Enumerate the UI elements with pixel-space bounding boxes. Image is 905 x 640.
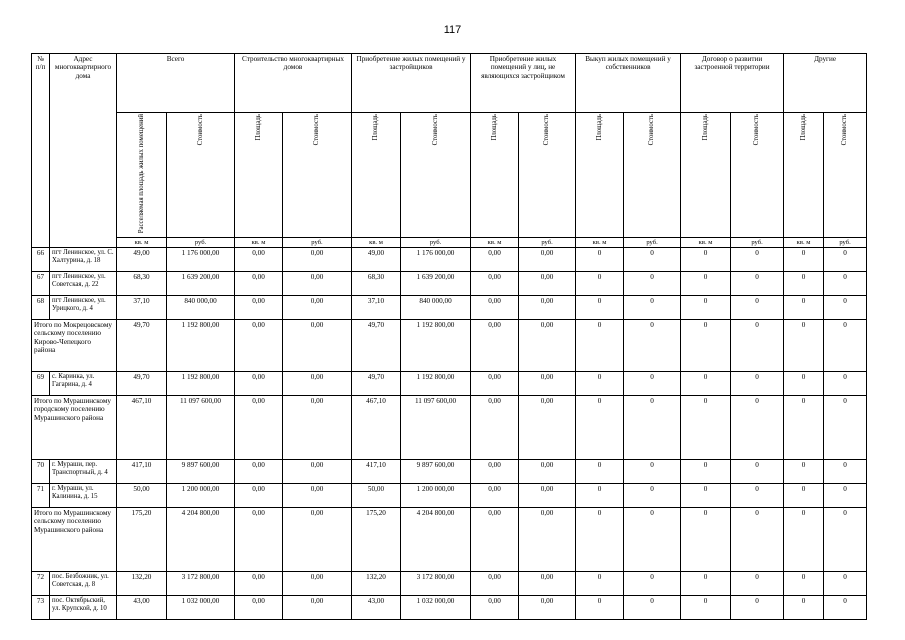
row-number: 73 <box>32 596 50 620</box>
row-number: 67 <box>32 272 50 296</box>
value-cell: 0,00 <box>471 372 519 396</box>
value-cell: 3 172 800,00 <box>167 572 235 596</box>
value-cell: 0 <box>784 320 824 372</box>
value-cell: 0,00 <box>471 460 519 484</box>
value-cell: 0 <box>824 296 867 320</box>
row-number: 72 <box>32 572 50 596</box>
value-cell: 43,00 <box>352 596 401 620</box>
value-cell: 49,00 <box>352 248 401 272</box>
value-cell: 0 <box>576 272 624 296</box>
value-cell: 132,20 <box>352 572 401 596</box>
table-row <box>32 248 867 272</box>
value-cell: 840 000,00 <box>167 296 235 320</box>
subheader-cost: Стоимость <box>543 114 551 146</box>
value-cell: 0 <box>681 396 731 460</box>
value-cell: 4 204 800,00 <box>401 508 471 572</box>
subheader-row <box>32 113 867 238</box>
value-cell: 1 192 800,00 <box>167 372 235 396</box>
value-cell: 0,00 <box>471 272 519 296</box>
subheader-cost: Стоимость <box>431 114 439 146</box>
col-other-header: Другие <box>784 54 867 113</box>
value-cell: 1 200 000,00 <box>167 484 235 508</box>
col-dev-agreement-header: Договор о развитии застроенной территории <box>681 54 784 113</box>
value-cell: 0 <box>681 320 731 372</box>
value-cell: 0 <box>731 572 784 596</box>
value-cell: 0,00 <box>283 460 352 484</box>
unit-cell: кв. м <box>352 237 401 248</box>
value-cell: 0 <box>784 484 824 508</box>
unit-cell: кв. м <box>784 237 824 248</box>
value-cell: 0,00 <box>283 372 352 396</box>
row-number: 66 <box>32 248 50 272</box>
value-cell: 0,00 <box>471 572 519 596</box>
value-cell: 0,00 <box>283 272 352 296</box>
value-cell: 0,00 <box>235 484 283 508</box>
value-cell: 0 <box>784 596 824 620</box>
value-cell: 0 <box>731 372 784 396</box>
unit-cell: руб. <box>401 237 471 248</box>
value-cell: 37,10 <box>117 296 167 320</box>
value-cell: 0 <box>824 572 867 596</box>
value-cell: 37,10 <box>352 296 401 320</box>
value-cell: 132,20 <box>117 572 167 596</box>
value-cell: 0 <box>624 460 681 484</box>
value-cell: 0,00 <box>235 248 283 272</box>
value-cell: 0 <box>576 396 624 460</box>
subtotal-label: Итого по Мурашинскому сельскому поселению Мурашинского района <box>32 508 117 572</box>
subheader-cost: Стоимость <box>648 114 656 146</box>
table-body <box>32 248 867 620</box>
value-cell: 0 <box>576 508 624 572</box>
value-cell: 0 <box>681 572 731 596</box>
value-cell: 417,10 <box>352 460 401 484</box>
value-cell: 0 <box>576 296 624 320</box>
value-cell: 0,00 <box>283 396 352 460</box>
value-cell: 0,00 <box>519 396 576 460</box>
value-cell: 0,00 <box>519 484 576 508</box>
value-cell: 0 <box>784 396 824 460</box>
row-address: пгт Ленинское, ул. С. Халтурина, д. 18 <box>50 248 117 272</box>
row-address: с. Каринка, ул. Гагарина, д. 4 <box>50 372 117 396</box>
value-cell: 1 192 800,00 <box>401 372 471 396</box>
value-cell: 0 <box>624 396 681 460</box>
row-number: 69 <box>32 372 50 396</box>
value-cell: 0 <box>824 396 867 460</box>
value-cell: 0,00 <box>283 508 352 572</box>
row-address: г. Мураши, ул. Калинина, д. 15 <box>50 484 117 508</box>
value-cell: 0,00 <box>519 248 576 272</box>
value-cell: 0,00 <box>235 572 283 596</box>
value-cell: 0 <box>824 248 867 272</box>
value-cell: 0 <box>681 508 731 572</box>
value-cell: 49,70 <box>352 320 401 372</box>
unit-cell: руб. <box>731 237 784 248</box>
value-cell: 68,30 <box>117 272 167 296</box>
value-cell: 0 <box>731 460 784 484</box>
value-cell: 0 <box>824 320 867 372</box>
value-cell: 0 <box>681 372 731 396</box>
value-cell: 0 <box>784 508 824 572</box>
value-cell: 43,00 <box>117 596 167 620</box>
value-cell: 0 <box>784 296 824 320</box>
col-acq-developers-header: Приобретение жилых помещений у застройщиков <box>352 54 471 113</box>
value-cell: 0,00 <box>283 320 352 372</box>
table-row <box>32 596 867 620</box>
subheader-area: Площадь <box>254 114 262 141</box>
value-cell: 50,00 <box>352 484 401 508</box>
table-row <box>32 572 867 596</box>
subheader-resettle-area: Расселяемая площадь жилых помещений <box>137 114 145 234</box>
subheader-area: Площадь <box>799 114 807 141</box>
subheader-cost: Стоимость <box>313 114 321 146</box>
unit-cell: кв. м <box>681 237 731 248</box>
value-cell: 0 <box>624 484 681 508</box>
value-cell: 0 <box>576 248 624 272</box>
subheader-area: Площадь <box>490 114 498 141</box>
value-cell: 0,00 <box>519 460 576 484</box>
value-cell: 0 <box>824 272 867 296</box>
row-address: пгт Ленинское, ул. Советская, д. 22 <box>50 272 117 296</box>
col-acq-non-developers-header: Приобретение жилых помещений у лиц, не являющихся застройщиком <box>471 54 576 113</box>
value-cell: 0 <box>624 596 681 620</box>
row-address: пос. Безбожник, ул. Советская, д. 8 <box>50 572 117 596</box>
col-construction-header: Строительство многоквартирных домов <box>235 54 352 113</box>
row-address: пгт Ленинское, ул. Урицкого, д. 4 <box>50 296 117 320</box>
value-cell: 0,00 <box>235 272 283 296</box>
unit-cell: руб. <box>167 237 235 248</box>
value-cell: 0 <box>784 572 824 596</box>
value-cell: 0,00 <box>283 596 352 620</box>
value-cell: 0,00 <box>519 320 576 372</box>
value-cell: 0,00 <box>471 596 519 620</box>
resettlement-table <box>31 53 867 620</box>
value-cell: 1 032 000,00 <box>401 596 471 620</box>
value-cell: 0,00 <box>283 296 352 320</box>
value-cell: 0 <box>624 296 681 320</box>
value-cell: 50,00 <box>117 484 167 508</box>
row-number: 70 <box>32 460 50 484</box>
value-cell: 0,00 <box>235 596 283 620</box>
value-cell: 0,00 <box>471 484 519 508</box>
value-cell: 0 <box>784 460 824 484</box>
value-cell: 0,00 <box>519 272 576 296</box>
row-number: 68 <box>32 296 50 320</box>
value-cell: 0 <box>731 296 784 320</box>
value-cell: 467,10 <box>117 396 167 460</box>
table-row <box>32 460 867 484</box>
page-number: 117 <box>443 24 462 36</box>
value-cell: 0 <box>681 460 731 484</box>
value-cell: 0 <box>576 596 624 620</box>
value-cell: 0 <box>624 508 681 572</box>
subtotal-row <box>32 508 867 572</box>
value-cell: 0 <box>681 484 731 508</box>
header-row <box>32 54 867 113</box>
value-cell: 0 <box>824 484 867 508</box>
value-cell: 0 <box>731 272 784 296</box>
value-cell: 9 897 600,00 <box>401 460 471 484</box>
subheader-area: Площадь <box>701 114 709 141</box>
value-cell: 0,00 <box>235 396 283 460</box>
row-address: г. Мураши, пер. Транспортный, д. 4 <box>50 460 117 484</box>
value-cell: 0 <box>731 596 784 620</box>
value-cell: 0,00 <box>235 460 283 484</box>
value-cell: 0,00 <box>283 248 352 272</box>
value-cell: 0,00 <box>235 372 283 396</box>
value-cell: 0 <box>624 272 681 296</box>
value-cell: 0,00 <box>235 320 283 372</box>
value-cell: 0 <box>576 572 624 596</box>
value-cell: 1 639 200,00 <box>401 272 471 296</box>
unit-cell: кв. м <box>235 237 283 248</box>
value-cell: 0 <box>824 460 867 484</box>
value-cell: 840 000,00 <box>401 296 471 320</box>
value-cell: 49,70 <box>352 372 401 396</box>
value-cell: 0 <box>731 508 784 572</box>
value-cell: 49,70 <box>117 320 167 372</box>
value-cell: 0 <box>681 272 731 296</box>
value-cell: 0 <box>731 248 784 272</box>
value-cell: 49,70 <box>117 372 167 396</box>
value-cell: 0,00 <box>235 296 283 320</box>
row-number: 71 <box>32 484 50 508</box>
table-row <box>32 372 867 396</box>
value-cell: 417,10 <box>117 460 167 484</box>
subtotal-label: Итого по Мурашинскому городскому поселению Мурашинского района <box>32 396 117 460</box>
value-cell: 1 032 000,00 <box>167 596 235 620</box>
value-cell: 0 <box>731 484 784 508</box>
value-cell: 0,00 <box>283 572 352 596</box>
value-cell: 0 <box>624 572 681 596</box>
value-cell: 0,00 <box>471 296 519 320</box>
value-cell: 0 <box>824 372 867 396</box>
subheader-area: Площадь <box>595 114 603 141</box>
subtotal-label: Итого по Мокрецовскому сельскому поселению Кирово-Чепецкого района <box>32 320 117 372</box>
col-address-header: Адрес многоквартирного дома <box>50 54 117 248</box>
unit-cell: кв. м <box>471 237 519 248</box>
value-cell: 0,00 <box>519 372 576 396</box>
unit-cell: руб. <box>624 237 681 248</box>
value-cell: 0,00 <box>519 596 576 620</box>
value-cell: 4 204 800,00 <box>167 508 235 572</box>
row-address: пос. Октябрьский, ул. Крупской, д. 10 <box>50 596 117 620</box>
value-cell: 68,30 <box>352 272 401 296</box>
value-cell: 0,00 <box>283 484 352 508</box>
value-cell: 3 172 800,00 <box>401 572 471 596</box>
subheader-cost: Стоимость <box>753 114 761 146</box>
value-cell: 0,00 <box>519 508 576 572</box>
table-row <box>32 296 867 320</box>
value-cell: 0 <box>731 396 784 460</box>
value-cell: 0,00 <box>519 572 576 596</box>
units-row <box>32 237 867 248</box>
value-cell: 1 176 000,00 <box>167 248 235 272</box>
table-row <box>32 272 867 296</box>
value-cell: 11 097 600,00 <box>167 396 235 460</box>
value-cell: 0 <box>824 508 867 572</box>
subheader-area: Площадь <box>372 114 380 141</box>
value-cell: 0 <box>576 484 624 508</box>
value-cell: 0 <box>784 372 824 396</box>
unit-cell: руб. <box>824 237 867 248</box>
value-cell: 0 <box>824 596 867 620</box>
value-cell: 0 <box>681 296 731 320</box>
value-cell: 0,00 <box>519 296 576 320</box>
unit-cell: руб. <box>283 237 352 248</box>
value-cell: 0 <box>784 248 824 272</box>
value-cell: 0 <box>731 320 784 372</box>
value-cell: 1 639 200,00 <box>167 272 235 296</box>
value-cell: 0 <box>624 248 681 272</box>
unit-cell: кв. м <box>576 237 624 248</box>
table-row <box>32 484 867 508</box>
value-cell: 9 897 600,00 <box>167 460 235 484</box>
value-cell: 0 <box>576 372 624 396</box>
col-buyout-header: Выкуп жилых помещений у собственников <box>576 54 681 113</box>
subheader-cost: Стоимость <box>841 114 849 146</box>
value-cell: 11 097 600,00 <box>401 396 471 460</box>
value-cell: 0 <box>681 248 731 272</box>
value-cell: 0,00 <box>235 508 283 572</box>
value-cell: 1 192 800,00 <box>167 320 235 372</box>
unit-cell: руб. <box>519 237 576 248</box>
value-cell: 0 <box>624 372 681 396</box>
subtotal-row <box>32 396 867 460</box>
value-cell: 467,10 <box>352 396 401 460</box>
col-total-header: Всего <box>117 54 235 113</box>
value-cell: 175,20 <box>352 508 401 572</box>
value-cell: 0 <box>624 320 681 372</box>
subtotal-row <box>32 320 867 372</box>
value-cell: 0,00 <box>471 248 519 272</box>
col-number-header: № п/п <box>32 54 50 248</box>
value-cell: 0 <box>784 272 824 296</box>
value-cell: 1 176 000,00 <box>401 248 471 272</box>
unit-cell: кв. м <box>117 237 167 248</box>
value-cell: 49,00 <box>117 248 167 272</box>
value-cell: 1 192 800,00 <box>401 320 471 372</box>
value-cell: 1 200 000,00 <box>401 484 471 508</box>
value-cell: 0 <box>576 460 624 484</box>
value-cell: 0,00 <box>471 320 519 372</box>
value-cell: 175,20 <box>117 508 167 572</box>
value-cell: 0,00 <box>471 508 519 572</box>
value-cell: 0,00 <box>471 396 519 460</box>
value-cell: 0 <box>576 320 624 372</box>
value-cell: 0 <box>681 596 731 620</box>
subheader-cost: Стоимость <box>196 114 204 146</box>
